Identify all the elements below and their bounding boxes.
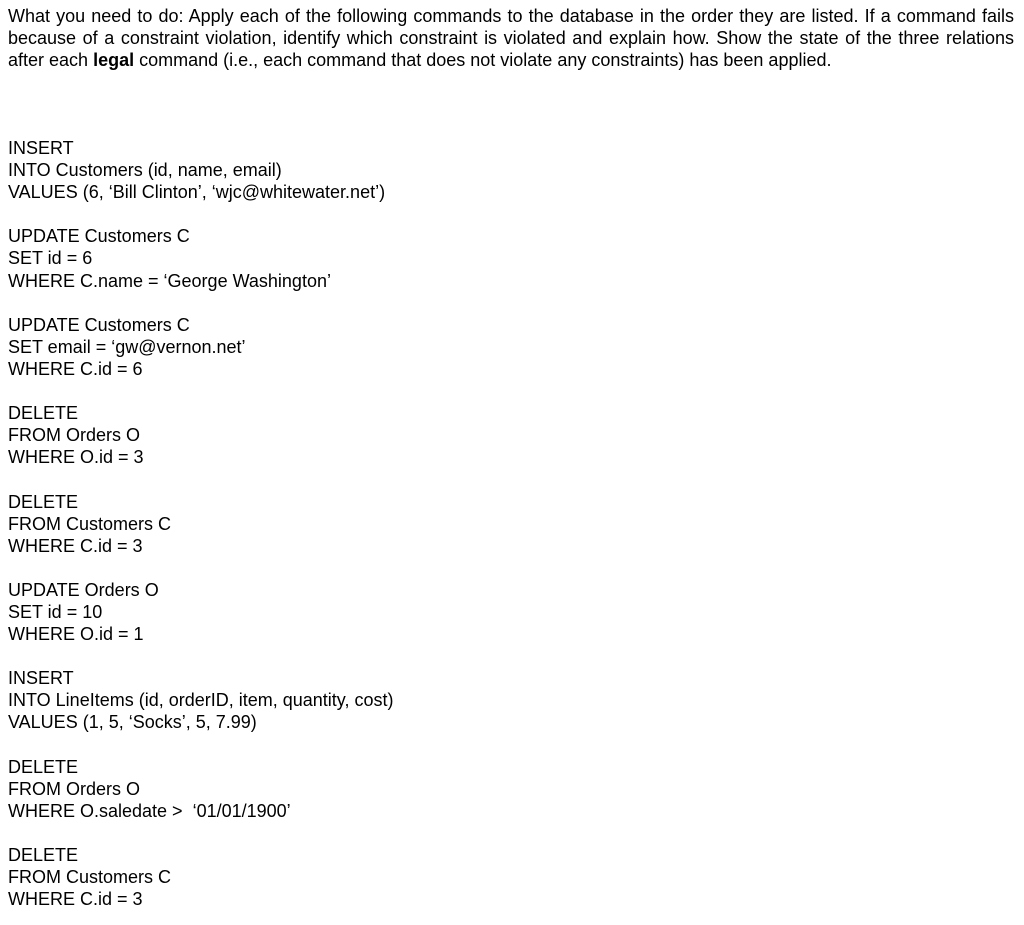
command-line: WHERE C.id = 6	[8, 358, 143, 379]
instructions-bold-word: legal	[93, 50, 135, 71]
command-line: UPDATE Customers C	[8, 314, 190, 335]
sql-command-9	[8, 844, 393, 910]
command-line: WHERE C.id = 3	[8, 535, 143, 556]
command-line: DELETE	[8, 403, 79, 424]
sql-command-2	[8, 225, 393, 291]
command-line: INSERT	[8, 138, 74, 158]
sql-command-list	[8, 137, 393, 910]
command-line: WHERE O.saledate > ‘01/01/1900’	[8, 800, 291, 821]
instructions-paragraph	[8, 5, 1014, 71]
command-line: DELETE	[8, 491, 79, 512]
command-line: SET id = 10	[8, 601, 103, 622]
sql-command-4	[8, 402, 393, 468]
command-line: WHERE O.id = 1	[8, 624, 144, 645]
command-line: INTO Customers (id, name, email)	[8, 160, 282, 181]
sql-command-3	[8, 314, 393, 380]
command-line: DELETE	[8, 845, 79, 865]
sql-command-8	[8, 756, 393, 822]
command-line: FROM Orders O	[8, 778, 141, 799]
sql-command-5	[8, 491, 393, 557]
command-line: INTO LineItems (id, orderID, item, quantity, cost)	[8, 690, 394, 711]
command-line: VALUES (1, 5, ‘Socks’, 5, 7.99)	[8, 712, 257, 733]
command-line: FROM Orders O	[8, 425, 141, 446]
sql-command-1	[8, 137, 393, 203]
command-line: UPDATE Orders O	[8, 579, 159, 600]
command-line: SET email = ‘gw@vernon.net’	[8, 336, 246, 357]
instructions-text-start: What you need to do: Apply each of the following commands to the database in the order they are listed. If a command fails because of a constraint violation, identify which constraint is violated and explain how. Show the state of the three relations after each	[8, 6, 1014, 71]
command-line: DELETE	[8, 756, 79, 777]
sql-command-6	[8, 579, 393, 645]
command-line: WHERE O.id = 3	[8, 447, 144, 468]
command-line: SET id = 6	[8, 248, 93, 269]
command-line: INSERT	[8, 668, 74, 689]
command-line: VALUES (6, ‘Bill Clinton’, ‘wjc@whitewater.net’)	[8, 182, 386, 203]
instructions-text-end: command (i.e., each command that does not violate any constraints) has been applied.	[134, 50, 832, 71]
command-line: FROM Customers C	[8, 513, 172, 534]
command-line: FROM Customers C	[8, 867, 172, 888]
command-line: WHERE C.id = 3	[8, 889, 143, 910]
command-line: WHERE C.name = ‘George Washington’	[8, 270, 331, 291]
command-line: UPDATE Customers C	[8, 226, 190, 247]
sql-command-7	[8, 667, 393, 733]
